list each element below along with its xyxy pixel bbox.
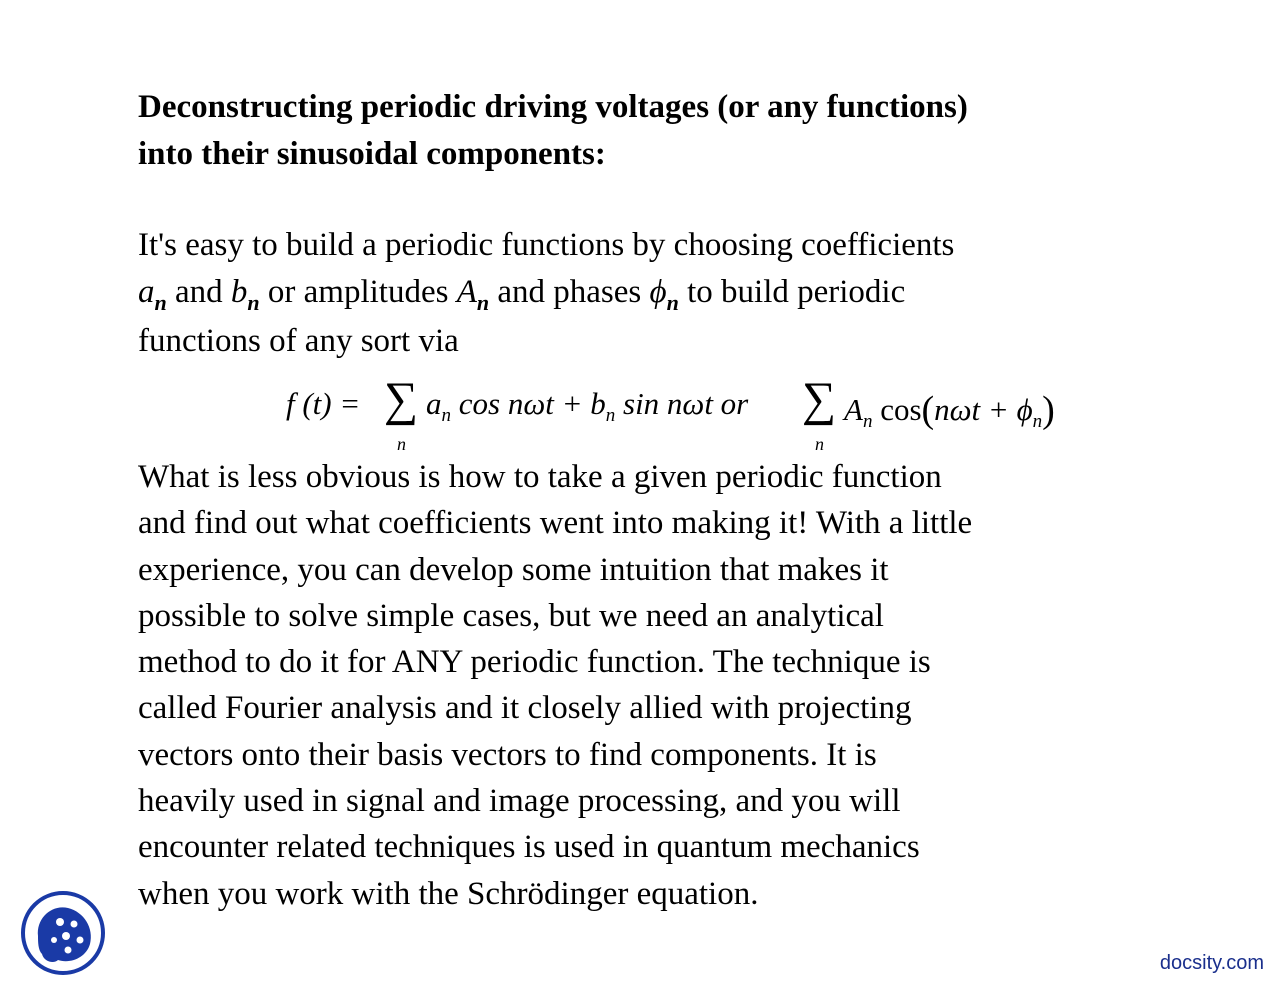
intro-line-2 bbox=[138, 269, 1148, 318]
body-line: encounter related techniques is used in quantum mechanics bbox=[138, 829, 920, 866]
symbol-phi: ϕ bbox=[649, 274, 667, 310]
body-line: and find out what coefficients went into making it! With a little bbox=[138, 505, 973, 542]
coef-a-sub: n bbox=[441, 405, 451, 426]
coef-A-sub: n bbox=[862, 411, 873, 432]
intro-line-3: functions of any sort via bbox=[138, 323, 459, 359]
body-line: What is less obvious is how to take a given periodic function bbox=[138, 459, 942, 495]
title-line: into their sinusoidal components: bbox=[138, 136, 606, 172]
subscript-n: n bbox=[666, 290, 679, 315]
body-line: vectors onto their basis vectors to find components. It is bbox=[138, 736, 877, 773]
summation-index-2: n bbox=[815, 434, 824, 454]
summation-symbol-2: ∑ bbox=[802, 373, 837, 426]
intro-paragraph bbox=[138, 222, 1148, 365]
docsity-watermark[interactable]: docsity.com bbox=[1159, 952, 1264, 974]
phase-argument: nωt + ϕ bbox=[934, 392, 1033, 427]
coef-a: a bbox=[426, 386, 442, 421]
body-line: experience, you can develop some intuition that makes it bbox=[138, 551, 889, 588]
paren-open: ( bbox=[921, 389, 935, 431]
body-line: method to do it for ANY periodic function. The technique is bbox=[138, 644, 931, 681]
text-phases: and phases bbox=[489, 274, 650, 310]
ladybug-logo-icon bbox=[20, 890, 106, 976]
subscript-n: n bbox=[247, 290, 260, 315]
paren-close: ) bbox=[1042, 389, 1055, 431]
coef-b-sub: n bbox=[605, 405, 616, 426]
text-and: and bbox=[166, 274, 231, 310]
sin-term: sin nωt or bbox=[615, 386, 749, 421]
slide-title bbox=[138, 84, 1148, 178]
formula-series-2 bbox=[844, 386, 1055, 430]
summation-index: n bbox=[397, 434, 406, 454]
symbol-a: a bbox=[138, 274, 155, 310]
coef-A: A bbox=[844, 392, 863, 427]
phase-sub: n bbox=[1032, 411, 1043, 432]
symbol-A: A bbox=[456, 274, 477, 310]
fourier-series-formula bbox=[286, 373, 1106, 460]
cos-term-2: cos bbox=[872, 392, 922, 427]
text-build: to build periodic bbox=[678, 274, 906, 310]
body-line: heavily used in signal and image processing, and you will bbox=[138, 783, 901, 820]
cos-term: cos nωt + bbox=[451, 386, 591, 421]
summation-symbol: ∑ bbox=[384, 373, 419, 426]
intro-line-1: It's easy to build a periodic functions by choosing coefficients bbox=[138, 227, 955, 263]
subscript-n: n bbox=[154, 290, 167, 315]
body-line: called Fourier analysis and it closely allied with projecting bbox=[138, 690, 912, 727]
title-line: Deconstructing periodic driving voltages (or any functions) bbox=[138, 89, 968, 125]
coef-b: b bbox=[590, 386, 606, 421]
formula-series-1 bbox=[426, 386, 749, 426]
formula-lhs: f (t) = bbox=[286, 386, 361, 421]
body-paragraph bbox=[138, 454, 1148, 917]
subscript-n: n bbox=[476, 290, 490, 315]
symbol-b: b bbox=[230, 274, 248, 310]
body-line: possible to solve simple cases, but we need an analytical bbox=[138, 597, 884, 634]
text-amplitudes: or amplitudes bbox=[259, 274, 457, 310]
body-line: when you work with the Schrödinger equation. bbox=[138, 875, 759, 912]
